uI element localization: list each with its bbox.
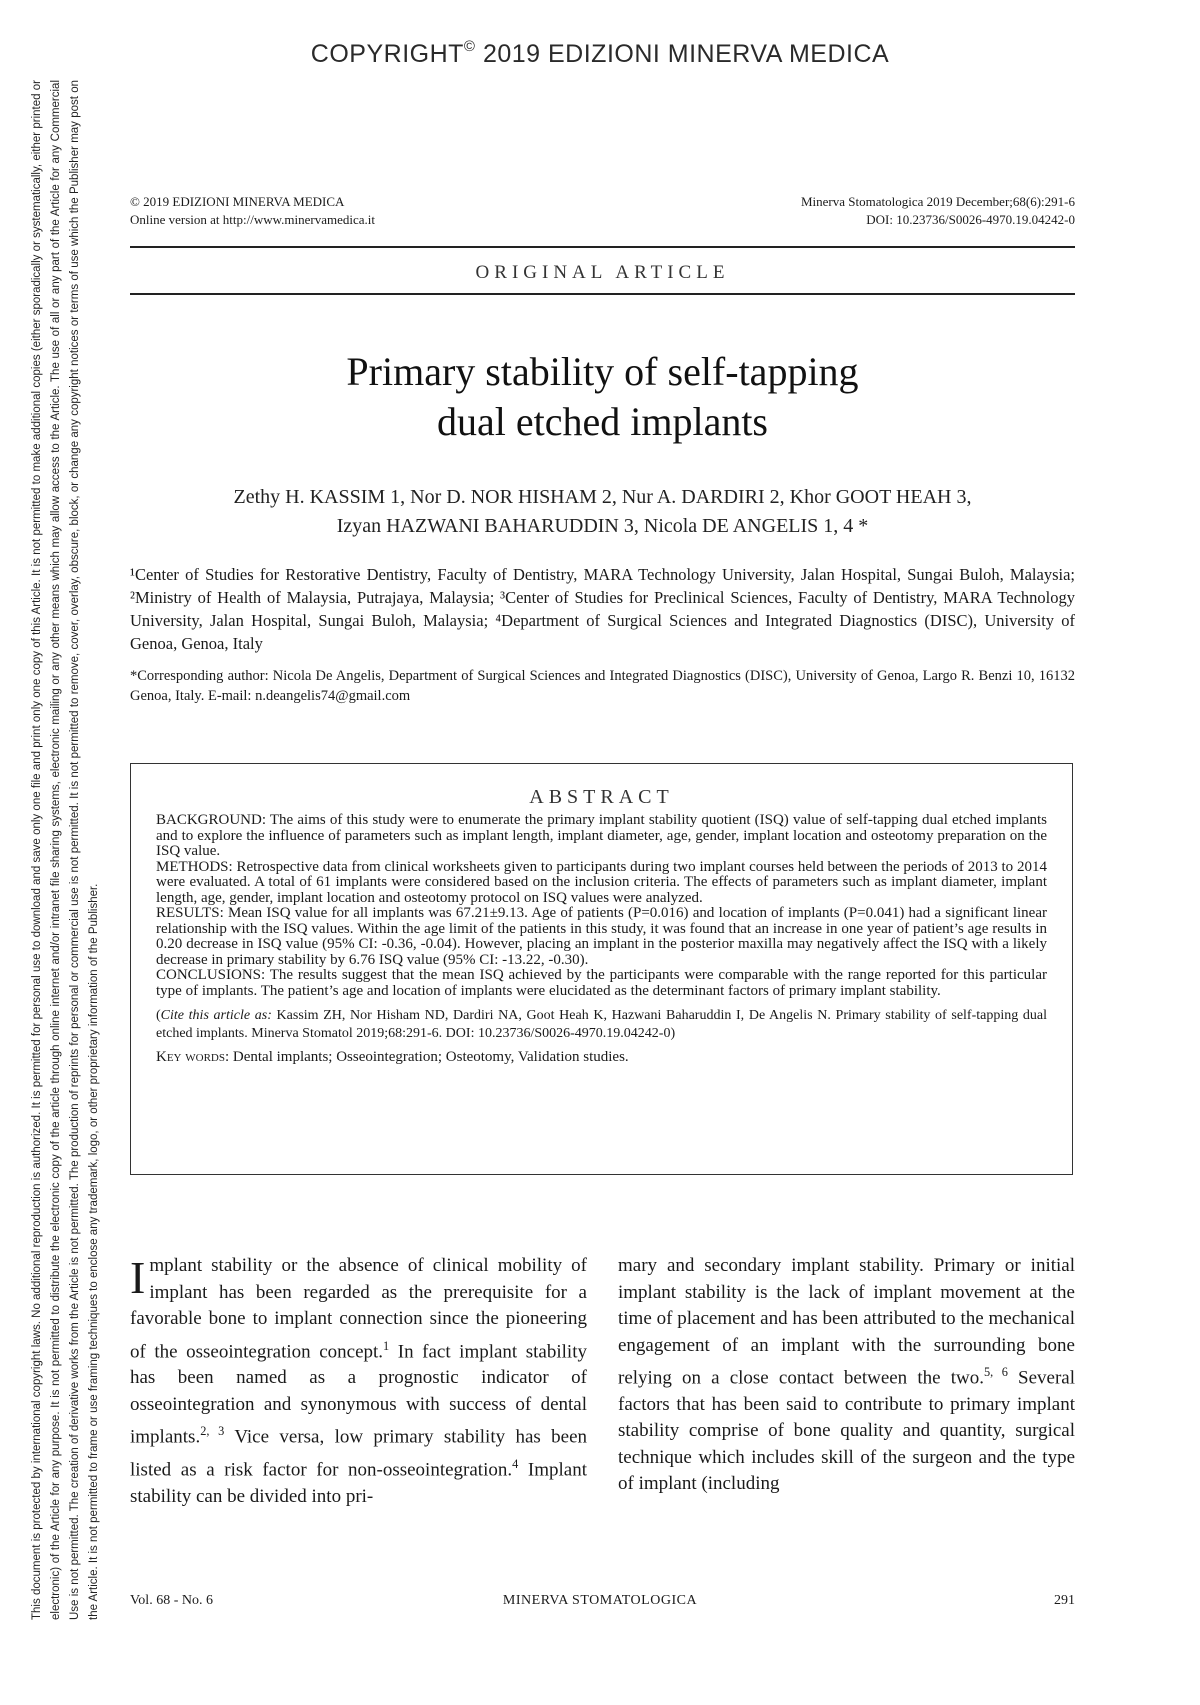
body-column-left [130, 1253, 587, 1510]
reference-marker: 2, 3 [200, 1424, 225, 1439]
cite-text: Kassim ZH, Nor Hisham ND, Dardiri NA, Goot Heah K, Hazwani Baharuddin I, De Angelis N. Primary stability of self-tapping dual etched implants. Minerva Stomatol 2019;68:291-6. DOI: 10.23736/S0026-4970.19.04242-0) [156, 1008, 1048, 1041]
header-publisher: © 2019 EDIZIONI MINERVA MEDICA [130, 194, 345, 209]
reference-marker: 1 [383, 1338, 390, 1353]
authors-line-1: Zethy H. KASSIM 1, Nor D. NOR HISHAM 2, Nur A. DARDIRI 2, Khor GOOT HEAH 3, [233, 486, 972, 508]
body-text: mplant stability or the absence of clinical mobility of implant has been regarded as the prerequisite for a favorable bone to implant connection since the pioneering of the osseointegration concept. [130, 1255, 587, 1362]
footer-volume: Vol. 68 - No. 6 [130, 1593, 213, 1608]
reference-marker: 4 [512, 1457, 519, 1472]
abstract-conclusions: CONCLUSIONS: The results suggest that the mean ISQ achieved by the participants were comparable with the range reported for this particular type of implants. The patient’s age and location of implants were elucidated as the determinant factors of primary implant stability. [156, 967, 1047, 999]
body-text: In fact implant stability has been named as a prognostic indicator of osseointegration and synonymous with success of dental implants. [130, 1340, 587, 1448]
body-text: mary and secondary implant stability. Primary or initial implant stability is the lack of implant movement at the time of placement and has been attributed to the mechanical engagement of an implant with the surrounding bone relying on a close contact between the two. [618, 1255, 1075, 1389]
cite-label: Cite this article as: [160, 1008, 272, 1023]
copyright-banner [0, 38, 1200, 69]
header-left [130, 193, 375, 229]
body-column-right [618, 1253, 1075, 1498]
authors-line-2: Izyan HAZWANI BAHARUDDIN 3, Nicola DE ANGELIS 1, 4 * [336, 515, 869, 537]
article-type: ORIGINAL ARTICLE [475, 262, 730, 283]
article-title [130, 347, 1075, 447]
abstract-methods: METHODS: Retrospective data from clinical worksheets given to participants during two implant courses held between the periods of 2013 to 2014 were evaluated. A total of 61 implants were considered based on the inclusion criteria. The effects of parameters such as implant diameter, implant length, age, gender, implant location and osteotomy protocol on ISQ values were analyzed. [156, 858, 1047, 906]
drop-cap: I [130, 1252, 146, 1303]
abstract-keywords [156, 1048, 1047, 1066]
copyright-word: COPYRIGHT [310, 40, 464, 68]
top-rule [130, 246, 1075, 248]
body-text: Implant stability can be divided into pri- [130, 1459, 587, 1507]
copyright-publisher: 2019 EDIZIONI MINERVA MEDICA [482, 40, 890, 68]
copyright-symbol: © [463, 38, 476, 55]
reference-marker: 5, 6 [983, 1365, 1008, 1379]
keywords-label: Key words: [156, 1049, 230, 1065]
abstract-box [130, 763, 1073, 1175]
footer-journal: MINERVA STOMATOLOGICA [502, 1593, 698, 1608]
header-right [801, 193, 1075, 229]
keywords-text: Dental implants; Osseointegration; Osteotomy, Validation studies. [232, 1049, 629, 1065]
header-doi: DOI: 10.23736/S0026-4970.19.04242-0 [866, 212, 1075, 227]
corresponding-author: *Corresponding author: Nicola De Angelis, Department of Surgical Sciences and Integrated Diagnostics (DISC), University of Genoa, Largo R. Benzi 10, 16132 Genoa, Italy. E-mail: n.deangelis74@gmail.com [130, 668, 1075, 704]
side-copyright-notice: This document is protected by international copyright laws. No additional reproduction is authorized. It is permitted for personal use to download and save only one file and print only one copy of this Article. It is not permitted to make additional copies (either sporadically or systematically, either printed or electronic) of the Article for any purpose. It is not permitted to distribute the electronic copy of the article through online internet and/or intranet file sharing systems, electronic mailing or any other means which may allow access to the Article. The use of all or any part of the Article for any Commercial Use is not permitted. The creation of derivative works from the Article is not permitted. The production of reprints for personal or commercial use is not permitted. It is not permitted to remove, cover, overlay, obscure, block, or change any copyright notices or terms of use which the Publisher may post on the Article. It is not permitted to frame or use framing techniques to enclose any trademark, logo, or other proprietary information of the Publisher. [31, 80, 100, 1620]
body-text: Several factors that has been said to contribute to primary implant stability comprise of bone quality and quantity, surgical technique which includes skill of the surgeon and the type of implant (including [618, 1367, 1075, 1495]
title-line-1: Primary stability of self-tapping [346, 349, 859, 394]
title-line-2: dual etched implants [436, 399, 768, 444]
footer-page-number: 291 [1054, 1593, 1075, 1608]
affiliations: ¹Center of Studies for Restorative Dentistry, Faculty of Dentistry, MARA Technology University, Jalan Hospital, Sungai Buloh, Malaysia; ²Ministry of Health of Malaysia, Putrajaya, Malaysia; ³Center of Studies for Preclinical Sciences, Faculty of Dentistry, MARA Technology University, Jalan Hospital, Sungai Buloh, Malaysia; ⁴Department of Surgical Sciences and Integrated Diagnostics (DISC), University of Genoa, Genoa, Italy [130, 565, 1075, 653]
body-text: Vice versa, low primary stability has been listed as a risk factor for non-osseointegration. [130, 1426, 587, 1481]
abstract-results: RESULTS: Mean ISQ value for all implants was 67.21±9.13. Age of patients (P=0.016) and location of implants (P=0.041) had a significant linear relationship with the ISQ values. Within the age limit of the patients in this study, it was found that an increase in one year of patient’s age results in 0.20 decrease in ISQ value (95% CI: -0.36, -0.04). However, placing an implant in the posterior maxilla may negatively affect the ISQ with a likely decrease in primary stability by 6.76 ISQ value (95% CI: -13.22, -0.30). [156, 905, 1047, 968]
author-list [130, 483, 1075, 541]
header-citation: Minerva Stomatologica 2019 December;68(6):291-6 [800, 194, 1075, 209]
abstract-heading: ABSTRACT [529, 786, 674, 808]
abstract-background: BACKGROUND: The aims of this study were to enumerate the primary implant stability quotient (ISQ) value of self-tapping dual etched implants and to explore the influence of parameters such as implant length, implant diameter, age, gender, implant location and osteotomy preparation on the ISQ value. [156, 812, 1047, 859]
abstract-citation: (Cite this article as: Kassim ZH, Nor Hisham ND, Dardiri NA, Goot Heah K, Hazwani Baharuddin I, De Angelis N. Primary stability of self-tapping dual etched implants. Minerva Stomatol 2019;68:291-6. DOI: 10.23736/S0026-4970.19.04242-0) [156, 1008, 1048, 1041]
bottom-rule [130, 293, 1075, 295]
header-online-version: Online version at http://www.minervamedica.it [130, 212, 376, 227]
